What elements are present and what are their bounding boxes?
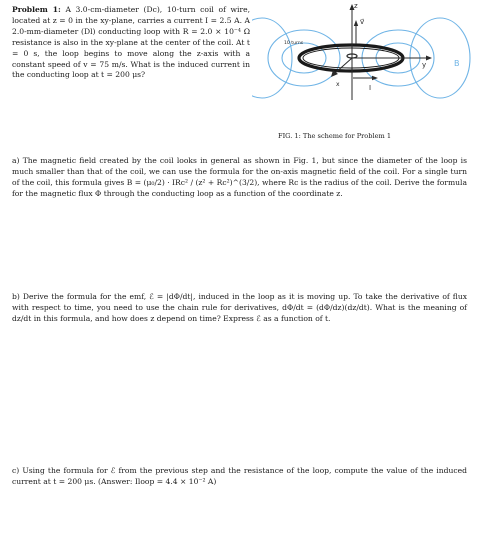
- current-label: I: [369, 84, 372, 92]
- figure-caption: FIG. 1: The scheme for Problem 1: [278, 132, 392, 140]
- problem-heading: Problem 1:: [12, 5, 61, 14]
- b-label: B: [454, 59, 460, 68]
- x-label: x: [336, 81, 340, 88]
- y-label: y: [422, 61, 427, 69]
- turns-label-text: 10 turns: [284, 41, 304, 46]
- part-c: c) Using the formula for ℰ from the previous step and the resistance of the loop, compute the value of the induced current at t = 200 μs. (Answer: Iloop = 4.4 × 10⁻² A): [12, 466, 467, 486]
- v-label: v⃗: [360, 18, 365, 26]
- problem-text: A 3.0-cm-diameter (Dc), 10-turn coil of wire, located at z = 0 in the xy-plane, carries a current I = 2.5 A. A 2.0-mm-diameter (Dl) conducting loop with R = 2.0 × 10⁻⁴ Ω resistance is also in the xy-plane at the center of the coil. At t = 0 s, the loop begins to move along the z-axis with a constant speed of v = 75 m/s. What is the induced current in the conducting loop at t = 200 μs?: [12, 5, 250, 80]
- part-b: b) Derive the formula for the emf, ℰ = |dΦ/dt|, induced in the loop as it is moving up. To take the derivative of flux with respect to time, you need to use the chain rule for derivatives, dΦ/dt = (dΦ/dz)(dz/dt). What is the meaning of dz/dt in this formula, and how does z depend on time? Express ℰ as a function of t.: [12, 292, 467, 323]
- part-a: a) The magnetic field created by the coil looks in general as shown in Fig. 1, but since the diameter of the loop is much smaller than that of the coil, we can use the formula for the on-axis magnetic field of the coil. For a single turn of the coil, this formula gives B = (μ₀/2) · IRc² / (z² + Rc²)^(3/2), where Rc is the radius of the coil. Derive the formula for the magnetic flux Φ through the conducting loop as a function of the coordinate z.: [12, 156, 467, 198]
- turns-label: [284, 40, 304, 46]
- problem-statement: [12, 5, 250, 81]
- coil-figure: [252, 0, 478, 112]
- z-label: z: [354, 2, 358, 10]
